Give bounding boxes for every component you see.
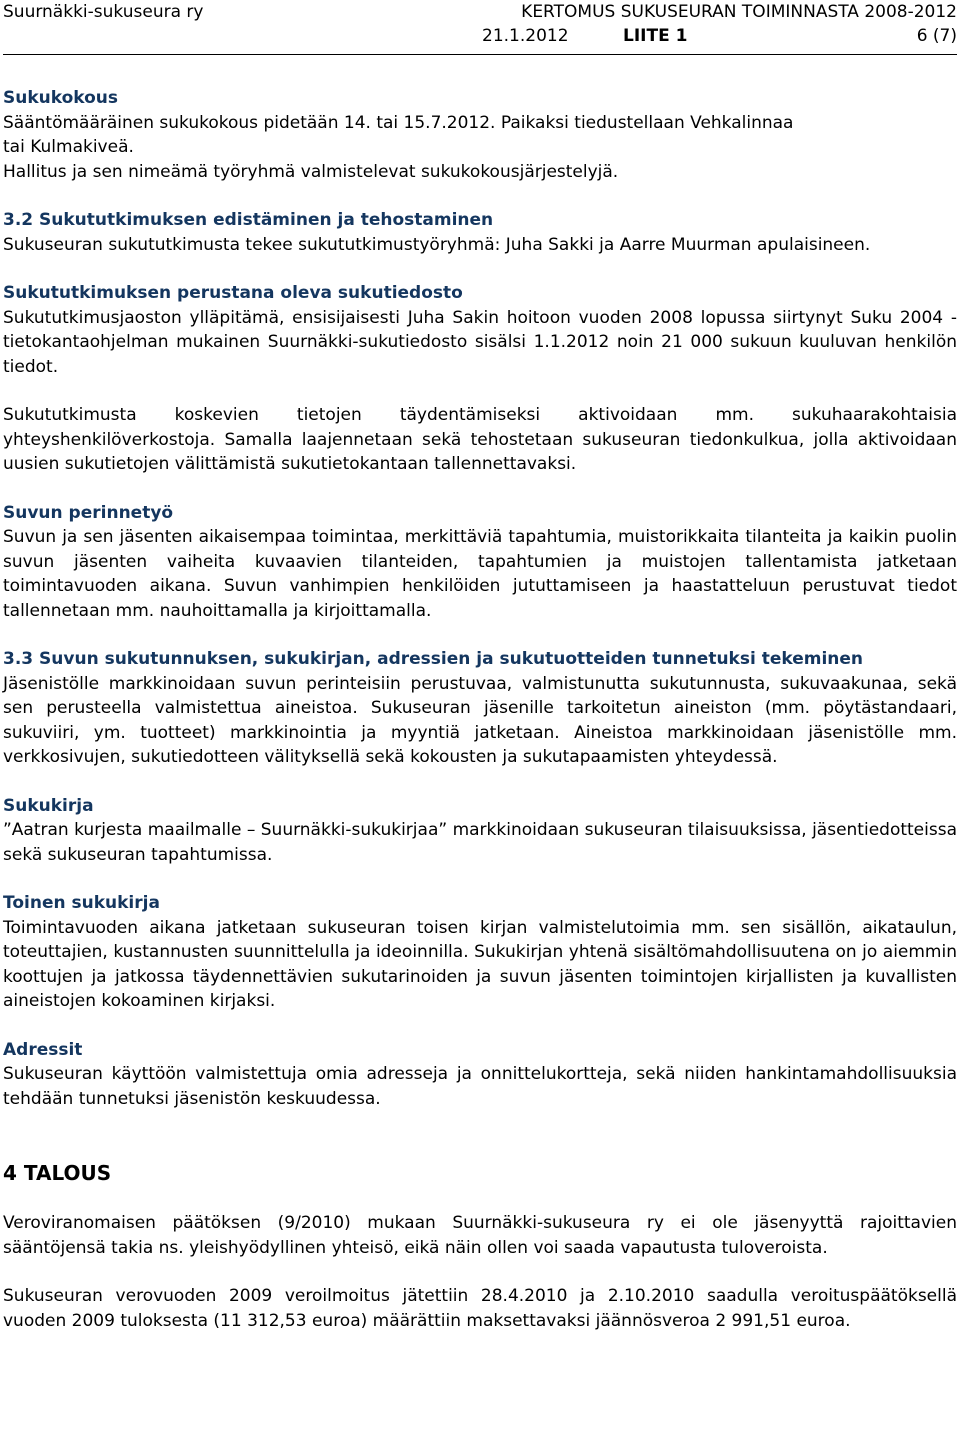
paragraph-sukukokous-1: Sääntömääräinen sukukokous pidetään 14. tai 15.7.2012. Paikaksi tiedustellaan Vehkalinnaa (3, 112, 794, 133)
header-doc-title: KERTOMUS SUKUSEURAN TOIMINNASTA 2008-2012 (521, 2, 957, 22)
heading-talous: 4 TALOUS (3, 1161, 112, 1185)
paragraph-sukukokous-2: tai Kulmakiveä. (3, 137, 134, 157)
paragraph-talous-1: Veroviranomaisen päätöksen (9/2010) mukaan Suurnäkki-sukuseura ry ei ole jäsenyyttä rajoittavien sääntöjensä takia ns. yleishyödyllinen yhteisö, eikä näin ollen voi saada vapautusta tuloveroista. (3, 1213, 957, 1258)
spacer (3, 1187, 957, 1211)
heading-sukukokous: Sukukokous (3, 88, 119, 108)
heading-sukukirja: Sukukirja (3, 795, 94, 816)
spacer (3, 1014, 957, 1038)
paragraph-sukutiedosto-2: Sukututkimusta koskevien tietojen täydentämiseksi aktivoidaan mm. sukuhaarakohtaisia yhteyshenkilöverkostoja. Samalla laajennetaan sekä tehostetaan sukuseuran tiedonkulkua, jolla aktivoidaan uusien sukutietojen välittämistä sukutietokantaan tallennettavaksi. (3, 405, 957, 474)
spacer (3, 477, 957, 501)
heading-perinnetyo: Suvun perinnetyö (3, 502, 174, 523)
paragraph-talous-2: Sukuseuran verovuoden 2009 veroilmoitus jätettiin 28.4.2010 ja 2.10.2010 saadulla veroituspäätöksellä vuoden 2009 tuloksesta (11 312,53 euroa) määrättiin maksettavaksi jäännösveroa 2 991,51 euroa. (3, 1286, 957, 1331)
heading-adressit: Adressit (3, 1039, 83, 1060)
spacer (3, 623, 957, 647)
paragraph-adressit: Sukuseuran käyttöön valmistettuja omia adresseja ja onnittelukortteja, sekä niiden hankintamahdollisuuksia tehdään tunnetuksi jäsenistön keskuudessa. (3, 1064, 957, 1109)
header-date: 21.1.2012 (482, 26, 569, 46)
paragraph-sukukirja: ”Aatran kurjesta maailmalle – Suurnäkki-sukukirjaa” markkinoidaan sukuseuran tilaisuuksissa, jäsentiedotteissa sekä sukuseuran tapahtumissa. (3, 820, 957, 865)
heading-3-2: 3.2 Sukututkimuksen edistäminen ja tehostaminen (3, 210, 494, 230)
paragraph-sukukokous-3: Hallitus ja sen nimeämä työryhmä valmistelevat sukukokousjärjestelyjä. (3, 161, 619, 182)
paragraph-3-3: Jäsenistölle markkinoidaan suvun perinteisiin perustuvaa, valmistunutta sukutunnusta, sukuvaakunaa, sekä sen perusteella valmistettua aineistoa. Sukuseuran jäsenille tarkoitetun aineiston (mm. pöytästandaari, sukuviiri, ym. tuotteet) markkinointia ja myyntiä jatketaan. Aineistoa markkinoidaan jäsenistölle mm. verkkosivujen, sukutiedotteen välityksellä sekä kokousten ja sukutapaamisten yhteydessä. (3, 673, 957, 767)
spacer (3, 1260, 957, 1284)
document-body (3, 86, 957, 1333)
header-page-number: 6 (7) (916, 26, 957, 46)
header-org: Suurnäkki-sukuseura ry (3, 2, 204, 22)
paragraph-3-2: Sukuseuran sukututkimusta tekee sukututkimustyöryhmä: Juha Sakki ja Aarre Muurman apulaisineen. (3, 234, 871, 255)
heading-sukutiedosto: Sukututkimuksen perustana oleva sukutiedosto (3, 283, 463, 303)
heading-3-3: 3.3 Suvun sukutunnuksen, sukukirjan, adressien ja sukutuotteiden tunnetuksi tekeminen (3, 649, 864, 669)
spacer (3, 867, 957, 891)
header-rule (3, 54, 957, 55)
header-appendix: LIITE 1 (623, 26, 688, 46)
spacer (3, 1111, 957, 1159)
spacer (3, 379, 957, 403)
page-header (3, 0, 957, 48)
paragraph-toinen-sukukirja: Toimintavuoden aikana jatketaan sukuseuran toisen kirjan valmistelutoimia mm. sen sisällön, aikataulun, toteuttajien, kustannusten suunnittelulla ja ideoinnilla. Sukukirjan yhtenä sisältömahdollisuutena on jo aiemmin koottujen ja jatkossa täydennettävien sukutarinoiden ja suvun jäsenten toimintojen kirjallisten ja kuvallisten aineistojen kokoaminen kirjaksi. (3, 917, 957, 1011)
spacer (3, 257, 957, 281)
heading-toinen-sukukirja: Toinen sukukirja (3, 893, 160, 913)
spacer (3, 184, 957, 208)
spacer (3, 770, 957, 794)
paragraph-sukutiedosto: Sukututkimusjaoston ylläpitämä, ensisijaisesti Juha Sakin hoitoon vuoden 2008 lopussa siirtynyt Suku 2004 -tietokantaohjelman mukainen Suurnäkki-sukutiedosto sisälsi 1.1.2012 noin 21 000 sukuun kuuluvan henkilön tiedot. (3, 307, 957, 377)
paragraph-perinnetyo: Suvun ja sen jäsenten aikaisempaa toimintaa, merkittäviä tapahtumia, muistorikkaita tilanteita ja kaikin puolin suvun jäsenten vaiheita kuvaavien tilanteiden, tapahtumien ja muistojen tallentamista jatketaan toimintavuoden aikana. Suvun vanhimpien henkilöiden jututtamiseen ja haastatteluun perustuvat tiedot tallennetaan mm. nauhoittamalla ja kirjoittamalla. (3, 527, 957, 621)
